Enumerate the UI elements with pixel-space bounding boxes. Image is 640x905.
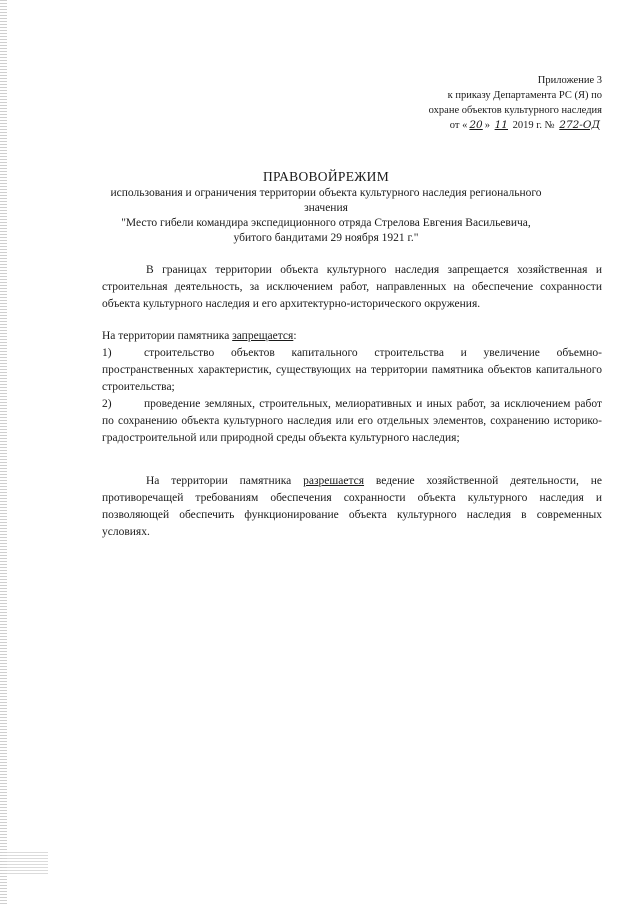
prohibited-prefix: На территории памятника xyxy=(102,330,233,342)
annex-line-1: Приложение 3 xyxy=(537,75,602,86)
document-subtitle: использования и ограничения территории объекта культурного наследия регионального значения xyxy=(110,187,542,214)
annex-line-3: охране объектов культурного наследия xyxy=(428,105,602,116)
allowed-text xyxy=(102,473,602,541)
intro-text: В границах территории объекта культурного наследия запрещается хозяйственная и строительная деятельность, за исключением работ, направленных на обеспечение сохранности объекта культурного наследия и его архитектурно-исторического окружения. xyxy=(102,264,602,310)
allowed-prefix: На территории памятника xyxy=(146,475,304,487)
allowed-suffix: ведение хозяйственной деятельности, не противоречащей требованиям обеспечения сохранности объекта культурного наследия и позволяющей обеспечить функционирование объекта культурного наследия в современных условиях. xyxy=(102,475,602,538)
list-item-2-number: 2) xyxy=(102,398,112,410)
date-day-handwritten: 20 xyxy=(469,119,483,131)
scan-stamp-artifact xyxy=(2,852,48,874)
order-number-handwritten: 272-ОД xyxy=(559,119,600,131)
annex-header xyxy=(429,73,602,133)
list-item-1-text: строительство объектов капитального строительства и увеличение объемно-пространственных характеристик, существующих на территории памятника объектов капитального строительства; xyxy=(102,347,602,393)
scan-edge-artifact xyxy=(0,0,7,905)
document-title-block xyxy=(96,168,556,246)
annex-line-2: к приказу Департамента РС (Я) по xyxy=(447,90,602,101)
prohibited-section xyxy=(102,328,602,447)
prohibited-heading xyxy=(102,328,602,345)
list-item-1-number: 1) xyxy=(102,347,112,359)
list-item-1 xyxy=(102,345,602,396)
date-year: 2019 г. № xyxy=(512,120,555,131)
allowed-paragraph xyxy=(102,473,602,541)
prohibited-suffix: : xyxy=(293,330,297,342)
date-separator: » xyxy=(484,120,490,131)
document-title: ПРАВОВОЙРЕЖИМ xyxy=(262,169,390,184)
prohibited-word: запрещается xyxy=(232,330,294,342)
date-prefix: от « xyxy=(449,120,468,131)
list-item-2-text: проведение земляных, строительных, мелиоративных и иных работ, за исключением работ по сохранению объекта культурного наследия или его отдельных элементов, сохранению историко-градостроительной или природной среды объекта культурного наследия; xyxy=(102,398,602,444)
list-item-2 xyxy=(102,396,602,447)
date-month-handwritten: 11 xyxy=(494,119,508,131)
allowed-word: разрешается xyxy=(303,475,365,487)
object-name-line-1: "Место гибели командира экспедиционного отряда Стрелова Евгения Васильевича, xyxy=(121,217,531,229)
annex-date-line xyxy=(429,118,602,133)
object-name-line-2: убитого бандитами 29 ноября 1921 г." xyxy=(233,232,419,244)
intro-paragraph xyxy=(102,262,602,313)
